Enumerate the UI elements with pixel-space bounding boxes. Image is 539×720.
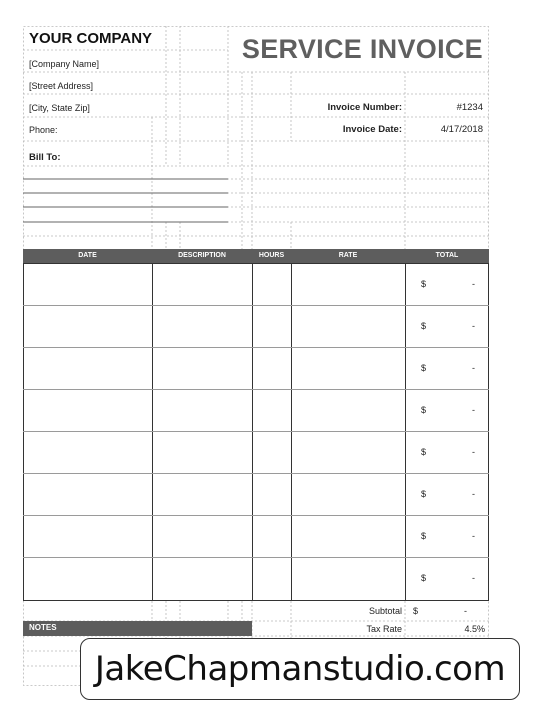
row-total-value: - (472, 321, 475, 331)
subtotal-currency: $ (413, 606, 419, 616)
row-total-currency: $ (421, 573, 427, 583)
row-total-value: - (472, 363, 475, 373)
line-items-table (23, 263, 489, 601)
bill-to-line-1[interactable] (23, 179, 228, 193)
row-total-currency: $ (421, 363, 427, 373)
row-total-currency: $ (421, 279, 427, 289)
bill-to-line-2[interactable] (23, 193, 228, 207)
bill-to-line-3[interactable] (23, 207, 228, 222)
bill-to-label: Bill To: (29, 152, 61, 163)
row-total-currency: $ (421, 489, 427, 499)
company-name-field[interactable]: [Company Name] (29, 59, 100, 69)
row-total-currency: $ (421, 405, 427, 415)
column-header-rate: RATE (338, 252, 358, 259)
invoice-title: SERVICE INVOICE (241, 34, 483, 64)
column-header-total: TOTAL (435, 252, 459, 259)
invoice-date-label: Invoice Date: (342, 124, 402, 135)
invoice-number-label: Invoice Number: (327, 102, 402, 113)
subtotal-value: - (464, 606, 467, 616)
row-total-value: - (472, 279, 475, 289)
row-total-currency: $ (421, 447, 427, 457)
phone-label: Phone: (29, 125, 58, 135)
notes-label: NOTES (29, 623, 57, 632)
invoice-date-value[interactable]: 4/17/2018 (440, 124, 483, 135)
tax-rate-value[interactable]: 4.5% (464, 624, 485, 634)
watermark-banner (80, 638, 520, 700)
row-total-value: - (472, 573, 475, 583)
invoice-sheet (23, 26, 489, 686)
tax-rate-label: Tax Rate (366, 624, 402, 634)
row-total-value: - (472, 447, 475, 457)
subtotal-label: Subtotal (368, 606, 402, 616)
column-header-date: DATE (78, 252, 97, 259)
city-state-zip-field[interactable]: [City, State Zip] (29, 103, 90, 113)
row-total-value: - (472, 489, 475, 499)
row-total-value: - (472, 405, 475, 415)
row-total-value: - (472, 531, 475, 541)
invoice-number-value[interactable]: #1234 (456, 102, 483, 113)
column-header-description: DESCRIPTION (178, 252, 226, 259)
watermark-text: JakeChapmanstudio.com (94, 649, 506, 689)
notes-header-bar (23, 621, 252, 636)
row-total-currency: $ (421, 531, 427, 541)
company-heading: YOUR COMPANY (29, 30, 153, 47)
row-total-currency: $ (421, 321, 427, 331)
street-address-field[interactable]: [Street Address] (29, 81, 94, 91)
column-header-hours: HOURS (258, 252, 285, 259)
